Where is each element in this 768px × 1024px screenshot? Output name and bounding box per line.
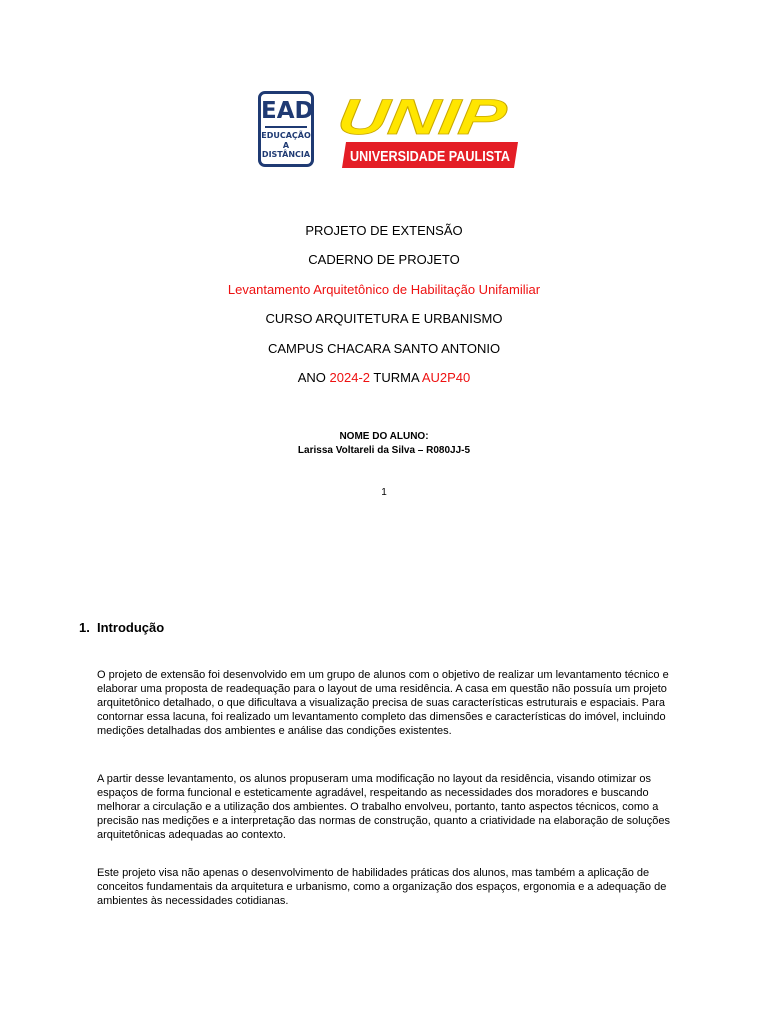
cover-year-class <box>0 370 768 386</box>
page-number: 1 <box>381 487 387 498</box>
year-label: ANO <box>297 370 326 385</box>
unip-logo-subtitle: UNIVERSIDADE PAULISTA <box>350 148 511 165</box>
ead-logo <box>258 91 314 167</box>
student-label: NOME DO ALUNO: <box>339 431 429 442</box>
unip-logo-wordmark: UNIP <box>333 89 462 145</box>
cover-campus: CAMPUS CHACARA SANTO ANTONIO <box>267 341 501 356</box>
student-name: Larissa Voltareli da Silva – R080JJ-5 <box>297 445 471 456</box>
cover-document-type: CADERNO DE PROJETO <box>308 252 460 267</box>
ead-logo-divider <box>265 126 307 128</box>
unip-logo <box>333 88 520 172</box>
class-label: TURMA <box>373 370 419 385</box>
section-number: 1. <box>79 620 90 635</box>
cover-project-title: Levantamento Arquitetônico de Habilitação Unifamiliar <box>227 282 541 297</box>
intro-paragraph-2: A partir desse levantamento, os alunos propuseram uma modificação no layout da residência, visando otimizar os espaços de forma funcional e esteticamente agradável, respeitando as necessidades dos moradores e buscando melhorar a circulação e a utilização dos ambientes. O trabalho envolveu, portanto, tanto aspectos técnicos, como a precisão nas medições e a interpretação das normas de construção, quanto a criatividade na elaboração de soluções arquitetônicas adequadas ao contexto. <box>97 773 670 841</box>
intro-paragraph-1: O projeto de extensão foi desenvolvido em um grupo de alunos com o objetivo de realizar um levantamento técnico e elaborar uma proposta de readequação para o layout de uma residência. A casa em questão não possuía um projeto arquitetônico detalhado, o que dificultava a visualização precisa de suas características estruturais e espaciais. Para contornar essa lacuna, foi realizado um levantamento completo das dimensões e características do imóvel, incluindo medições detalhadas dos ambientes e análise das condições existentes. <box>97 669 669 737</box>
ead-logo-subtitle: EDUCAÇÃO A DISTÂNCIA <box>261 131 311 159</box>
section-heading <box>79 620 164 635</box>
cover-course: CURSO ARQUITETURA E URBANISMO <box>265 311 503 326</box>
intro-paragraph-3: Este projeto visa não apenas o desenvolvimento de habilidades práticas dos alunos, mas também a aplicação de conceitos fundamentais da arquitetura e urbanismo, como a organização dos espaços, ergonomia e a adequação de ambientes às necessidades cotidianas. <box>97 867 667 907</box>
header-logos <box>0 0 768 200</box>
year-value: 2024-2 <box>329 370 371 385</box>
section-title: Introdução <box>97 620 165 635</box>
cover-project-type: PROJETO DE EXTENSÃO <box>305 223 463 238</box>
ead-logo-title: EAD <box>261 98 314 124</box>
class-value: AU2P40 <box>421 370 471 385</box>
